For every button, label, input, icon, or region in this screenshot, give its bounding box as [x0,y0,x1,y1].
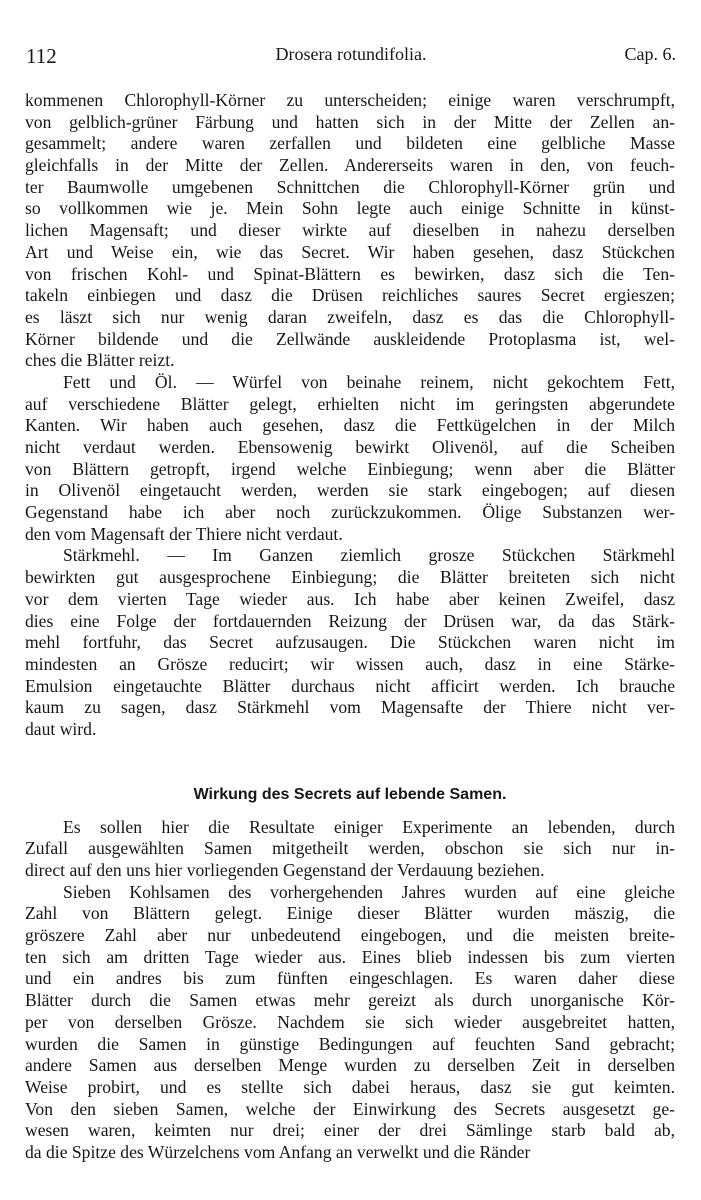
text-line: Weise probirt, und es stellte sich dabei heraus, dasz sie gut keimten. [25,1076,675,1097]
text-line: so vollkommen wie je. Mein Sohn legte auch einige Schnitte in künst- [25,198,675,219]
body-text [25,90,675,1164]
text-line: Von den sieben Samen, welche der Einwirkung des Secrets ausgesetzt ge- [25,1098,675,1119]
text-line: wesen waren, keimten nur drei; einer der drei Sämlinge starb bald ab, [25,1120,675,1141]
text-line: auf verschiedene Blätter gelegt, erhielten nicht im geringsten abgerundete [25,393,675,414]
text-line: in Olivenöl eingetaucht werden, werden sie stark eingebogen; auf diesen [25,480,675,501]
text-line: Kanten. Wir haben auch gesehen, dasz die Fettkügelchen in der Milch [25,415,675,436]
text-line: andere Samen aus derselben Menge wurden zu derselben Zeit in derselben [25,1055,675,1076]
paragraph [25,817,675,882]
text-line: bewirkten gut ausgesprochene Einbiegung; die Blätter breiteten sich nicht [25,567,675,588]
text-line: den vom Magensaft der Thiere nicht verdaut. [25,523,343,544]
text-line: von frischen Kohl- und Spinat-Blättern es bewirken, dasz sich die Ten- [25,263,675,284]
paragraph [25,372,675,546]
text-line: dies eine Folge der fortdauernden Reizung der Drüsen war, da das Stärk- [25,610,675,631]
text-line: Körner bildende und die Zellwände auskleidende Protoplasma ist, wel- [25,328,675,349]
text-line: per von derselben Grösze. Nachdem sie sich wieder ausgebreitet hatten, [25,1011,675,1032]
paragraph [25,90,675,372]
text-line: vor dem vierten Tage wieder aus. Ich habe aber keinen Zweifel, dasz [25,588,675,609]
text-line: Emulsion eingetauchte Blätter durchaus nicht afficirt werden. Ich brauche [25,675,675,696]
text-line: mindesten an Grösze reducirt; wir wissen auch, dasz in eine Stärke- [25,653,675,674]
text-line: von Blättern getropft, irgend welche Einbiegung; wenn aber die Blätter [25,458,675,479]
text-line: daut wird. [25,718,97,739]
text-line: lichen Magensaft; und dieser wirkte auf dieselben in nahezu derselben [25,220,675,241]
text-line: gleichfalls in der Mitte der Zellen. Andererseits waren in den, von feuch- [25,155,675,176]
section-gap [25,741,675,781]
text-line: und ein andres bis zum fünften eingeschlagen. Es waren daher diese [25,968,675,989]
text-line: kommenen Chlorophyll-Körner zu unterscheiden; einige waren verschrumpft, [25,90,675,110]
text-line: Zufall ausgewählten Samen mitgetheilt werden, obschon sie sich nur in- [25,838,675,859]
page-header [26,44,676,72]
text-line: nicht verdaut werden. Ebensowenig bewirkt Olivenöl, auf die Scheiben [25,437,675,457]
running-title: Drosera rotundifolia. [275,44,427,64]
chapter-label: Cap. 6. [624,44,676,64]
text-line: da die Spitze des Würzelchens vom Anfang an verwelkt und die Ränder [25,1141,531,1162]
text-line: direct auf den uns hier vorliegenden Gegenstand der Verdauung beziehen. [25,860,545,880]
section-heading: Wirkung des Secrets auf lebende Samen. [193,785,507,803]
text-line: Fett und Öl. — Würfel von beinahe reinem, nicht gekochtem Fett, [63,371,675,392]
text-line: takeln einbiegen und dasz die Drüsen reichliches saures Secret ergieszen; [25,285,675,306]
text-line: Blätter durch die Samen etwas mehr gereizt als durch unorganische Kör- [25,990,675,1011]
text-line: ten sich am dritten Tage wieder aus. Eines blieb indessen bis zum vierten [25,946,675,967]
text-line: Es sollen hier die Resultate einiger Experimente an lebenden, durch [63,816,675,837]
paragraph [25,545,675,740]
page-number: 112 [26,44,57,68]
text-line: ter Baumwolle umgebenen Schnittchen die Chlorophyll-Körner grün und [25,176,675,197]
text-line: gröszere Zahl aber nur unbedeutend eingebogen, und die meisten breite- [25,925,675,946]
text-line: gesammelt; andere waren zerfallen und bildeten eine gelbliche Masse [25,133,675,154]
text-line: mehl fortfuhr, das Secret aufzusaugen. Die Stückchen waren nicht im [25,632,675,653]
text-line: kaum zu sagen, dasz Stärkmehl vom Magensafte der Thiere nicht ver- [25,697,675,718]
text-line: von gelblich-grüner Färbung und hatten sich in der Mitte der Zellen an- [25,111,675,132]
text-line: Gegenstand habe ich aber noch zurückzukommen. Ölige Substanzen wer- [25,502,675,523]
text-line: es läszt sich nur wenig daran zweifeln, dasz es das die Chlorophyll- [25,306,675,327]
text-line: wurden die Samen in günstige Bedingungen auf feuchten Sand gebracht; [25,1033,675,1054]
text-line: Art und Weise ein, wie das Secret. Wir haben gesehen, dasz Stückchen [25,241,675,262]
text-line: Stärkmehl. — Im Ganzen ziemlich grosze Stückchen Stärkmehl [63,545,675,566]
text-line: Sieben Kohlsamen des vorhergehenden Jahres wurden auf eine gleiche [63,881,675,902]
text-line: ches die Blätter reizt. [25,350,175,371]
text-line: Zahl von Blättern gelegt. Einige dieser Blätter wurden mäszig, die [25,903,675,924]
paragraph [25,882,675,1164]
